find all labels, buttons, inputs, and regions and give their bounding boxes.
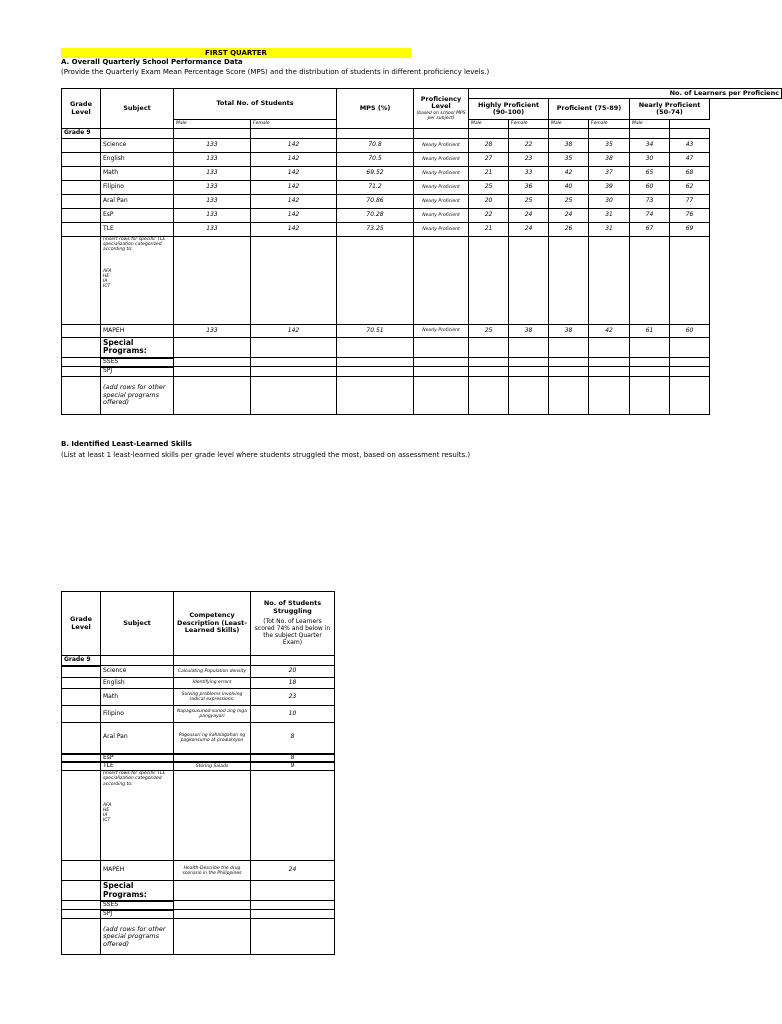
least-learned-table (61, 591, 335, 955)
hp-female: 22 (509, 139, 549, 153)
add-rows-note: (add rows for other special programs offered) (101, 919, 174, 955)
struggling-count: 18 (251, 678, 335, 689)
female-total: 142 (251, 325, 337, 338)
tle-item: ICT (103, 818, 111, 824)
col-nearly: Nearly Proficient (50-74) (630, 99, 710, 120)
hp-female: 24 (509, 209, 549, 223)
hp-female: 36 (509, 181, 549, 195)
struggling-count: 8 (251, 754, 335, 763)
mps-value: 73.25 (337, 223, 414, 237)
female-label: Female (509, 120, 549, 129)
hp-female: 33 (509, 167, 549, 181)
hp-female: 23 (509, 153, 549, 167)
tle-item: HE (103, 807, 110, 813)
subject-cell: Filipino (101, 706, 174, 723)
proficiency-value: Nearly Proficient (414, 209, 469, 223)
quarter-banner: FIRST QUARTER (61, 48, 411, 58)
p-male: 42 (549, 167, 589, 181)
np-male: 60 (630, 181, 670, 195)
section-b-title: B. Identified Least-Learned Skills (61, 440, 192, 448)
struggling-count: 10 (251, 706, 335, 723)
tle-item: AFA (103, 802, 112, 808)
competency-cell: Identifying errors (174, 678, 251, 689)
table-row (62, 861, 335, 881)
p-female: 35 (589, 139, 630, 153)
p-male: 35 (549, 153, 589, 167)
tle-note: (insert rows for specific TLE specialization categorized according to: (103, 237, 166, 253)
np-female: 77 (670, 195, 710, 209)
female-total: 142 (251, 153, 337, 167)
subject-cell: TLE (101, 762, 174, 770)
struggling-label: No. of Students Struggling (263, 599, 322, 615)
male-total: 133 (174, 223, 251, 237)
subject-cell: Science (101, 666, 174, 678)
mps-value: 70.5 (337, 153, 414, 167)
subject-cell: Math (101, 689, 174, 706)
p-female: 37 (589, 167, 630, 181)
proficiency-value: Nearly Proficient (414, 181, 469, 195)
female-total: 142 (251, 167, 337, 181)
competency-cell: Storing Salads (174, 762, 251, 770)
hp-female: 24 (509, 223, 549, 237)
p-female: 38 (589, 153, 630, 167)
struggling-count: 23 (251, 689, 335, 706)
np-male: 74 (630, 209, 670, 223)
mps-value: 71.2 (337, 181, 414, 195)
hp-male: 20 (469, 195, 509, 209)
table-row (62, 325, 782, 338)
table-row (62, 153, 782, 167)
subject-cell: Math (101, 167, 174, 181)
proficiency-value: Nearly Proficient (414, 195, 469, 209)
competency-cell (174, 754, 251, 763)
col-highly: Highly Proficient (90-100) (469, 99, 549, 120)
p-male: 24 (549, 209, 589, 223)
subject-cell: EsP (101, 754, 174, 763)
col-proficiency (414, 89, 469, 129)
table-row (62, 666, 335, 678)
blank (670, 120, 710, 129)
table-row (62, 678, 335, 689)
female-total: 142 (251, 223, 337, 237)
male-label: Male (549, 120, 589, 129)
np-female: 76 (670, 209, 710, 223)
section-b-note: (List at least 1 least-learned skills per grade level where students struggled the most, based on assessment results.) (61, 451, 471, 459)
competency-cell: Napagsusunod-sunod ang mga pangyayari (174, 706, 251, 723)
np-female: 47 (670, 153, 710, 167)
subject-cell: English (101, 678, 174, 689)
competency-cell: Solving problems involving radical expressions. (174, 689, 251, 706)
col-struggling (251, 592, 335, 656)
struggling-count: 9 (251, 762, 335, 770)
col-competency: Competency Description (Least-Learned Skills) (174, 592, 251, 656)
grade-label: Grade 9 (62, 129, 101, 139)
np-male: 67 (630, 223, 670, 237)
hp-male: 28 (469, 139, 509, 153)
col-grade-level: Grade Level (62, 89, 101, 129)
table-row (62, 723, 335, 754)
np-male: 30 (630, 153, 670, 167)
add-rows-note: (add rows for other special programs offered) (101, 377, 174, 415)
sses-label: SSES (101, 358, 174, 367)
np-female: 69 (670, 223, 710, 237)
section-a-note: (Provide the Quarterly Exam Mean Percentage Score (MPS) and the distribution of students in different proficiency levels.) (61, 68, 490, 76)
tle-note: (insert rows for specific TLE specialization categorized according to: (103, 771, 166, 787)
p-female: 39 (589, 181, 630, 195)
hp-male: 25 (469, 181, 509, 195)
female-total: 142 (251, 195, 337, 209)
p-female: 31 (589, 209, 630, 223)
performance-rows (62, 139, 782, 237)
hp-male: 21 (469, 167, 509, 181)
hp-female: 25 (509, 195, 549, 209)
col-learners: No. of Learners per Proficienc (469, 89, 782, 99)
spj-label: SPJ (101, 910, 174, 919)
np-female: 43 (670, 139, 710, 153)
col-total: Total No. of Students (174, 89, 337, 120)
male-total: 133 (174, 153, 251, 167)
table-row (62, 706, 335, 723)
tle-note-cell (101, 237, 174, 325)
tle-item: HE (103, 273, 110, 279)
col-subject: Subject (101, 592, 174, 656)
np-male: 73 (630, 195, 670, 209)
subject-cell: MAPEH (101, 861, 174, 881)
struggling-count: 8 (251, 723, 335, 754)
subject-cell: TLE (101, 223, 174, 237)
hp-male: 27 (469, 153, 509, 167)
np-female: 68 (670, 167, 710, 181)
tle-item: IA (103, 813, 108, 819)
table-row (62, 689, 335, 706)
proficiency-value: Nearly Proficient (414, 325, 469, 338)
mps-value: 70.28 (337, 209, 414, 223)
subject-cell: Aral Pan (101, 723, 174, 754)
least-learned-rows (62, 666, 335, 771)
male-total: 133 (174, 195, 251, 209)
proficiency-value: Nearly Proficient (414, 167, 469, 181)
female-total: 142 (251, 209, 337, 223)
hp-male: 21 (469, 223, 509, 237)
mps-value: 70.51 (337, 325, 414, 338)
female-total: 142 (251, 181, 337, 195)
subject-cell: MAPEH (101, 325, 174, 338)
struggling-note: (Tot No. of Learners scored 74% and below in the subject Quarter Exam) (254, 618, 331, 646)
male-total: 133 (174, 139, 251, 153)
male-label: Male (469, 120, 509, 129)
blank (710, 99, 782, 120)
table-row (62, 754, 335, 763)
proficiency-label: Proficiency Level (420, 94, 462, 111)
np-female: 62 (670, 181, 710, 195)
mps-value: 69.52 (337, 167, 414, 181)
proficiency-value: Nearly Proficient (414, 223, 469, 237)
proficiency-note: (based on school MPS per subject) (416, 110, 466, 121)
table-row (62, 209, 782, 223)
p-male: 26 (549, 223, 589, 237)
np-female: 60 (670, 325, 710, 338)
competency-cell: Pagsusuri ng kahalagahan ng pagkonsumo at produksyon (174, 723, 251, 754)
p-male: 38 (549, 139, 589, 153)
section-a-title: A. Overall Quarterly School Performance Data (61, 58, 243, 66)
female-total: 142 (251, 139, 337, 153)
male-label: Male (174, 120, 251, 129)
np-male: 34 (630, 139, 670, 153)
sses-label: SSES (101, 901, 174, 910)
struggling-count: 20 (251, 666, 335, 678)
hp-male: 25 (469, 325, 509, 338)
table-row (62, 762, 335, 770)
male-label: Male (630, 120, 670, 129)
p-male: 40 (549, 181, 589, 195)
male-total: 133 (174, 167, 251, 181)
col-subject: Subject (101, 89, 174, 129)
subject-cell: Aral Pan (101, 195, 174, 209)
p-female: 42 (589, 325, 630, 338)
struggling-count: 24 (251, 861, 335, 881)
grade-label: Grade 9 (62, 656, 101, 666)
male-total: 133 (174, 325, 251, 338)
mps-value: 70.8 (337, 139, 414, 153)
male-total: 133 (174, 181, 251, 195)
p-female: 31 (589, 223, 630, 237)
competency-cell: Calculating Population density (174, 666, 251, 678)
tle-item: AFA (103, 268, 112, 274)
np-male: 65 (630, 167, 670, 181)
p-male: 38 (549, 325, 589, 338)
performance-table (61, 88, 782, 415)
spj-label: SPJ (101, 367, 174, 377)
table-row (62, 195, 782, 209)
female-label: Female (251, 120, 337, 129)
table-row (62, 223, 782, 237)
subject-cell: Filipino (101, 181, 174, 195)
p-female: 30 (589, 195, 630, 209)
tle-item: IA (103, 278, 108, 284)
male-total: 133 (174, 209, 251, 223)
proficiency-value: Nearly Proficient (414, 139, 469, 153)
col-proficient: Proficient (75-89) (549, 99, 630, 120)
subject-cell: Science (101, 139, 174, 153)
tle-item: ICT (103, 284, 111, 290)
np-male: 61 (630, 325, 670, 338)
special-programs-label: Special Programs: (101, 338, 174, 358)
p-male: 25 (549, 195, 589, 209)
female-label: Female (589, 120, 630, 129)
competency-cell: Health-Describe the drug scenario in the Philippines (174, 861, 251, 881)
subject-cell: EsP (101, 209, 174, 223)
hp-male: 22 (469, 209, 509, 223)
hp-female: 38 (509, 325, 549, 338)
special-programs-label: Special Programs: (101, 881, 174, 901)
mps-value: 70.86 (337, 195, 414, 209)
col-grade-level: Grade Level (62, 592, 101, 656)
col-mps: MPS (%) (337, 89, 414, 129)
table-row (62, 167, 782, 181)
subject-cell: English (101, 153, 174, 167)
table-row (62, 139, 782, 153)
tle-note-cell (101, 771, 174, 861)
proficiency-value: Nearly Proficient (414, 153, 469, 167)
table-row (62, 181, 782, 195)
